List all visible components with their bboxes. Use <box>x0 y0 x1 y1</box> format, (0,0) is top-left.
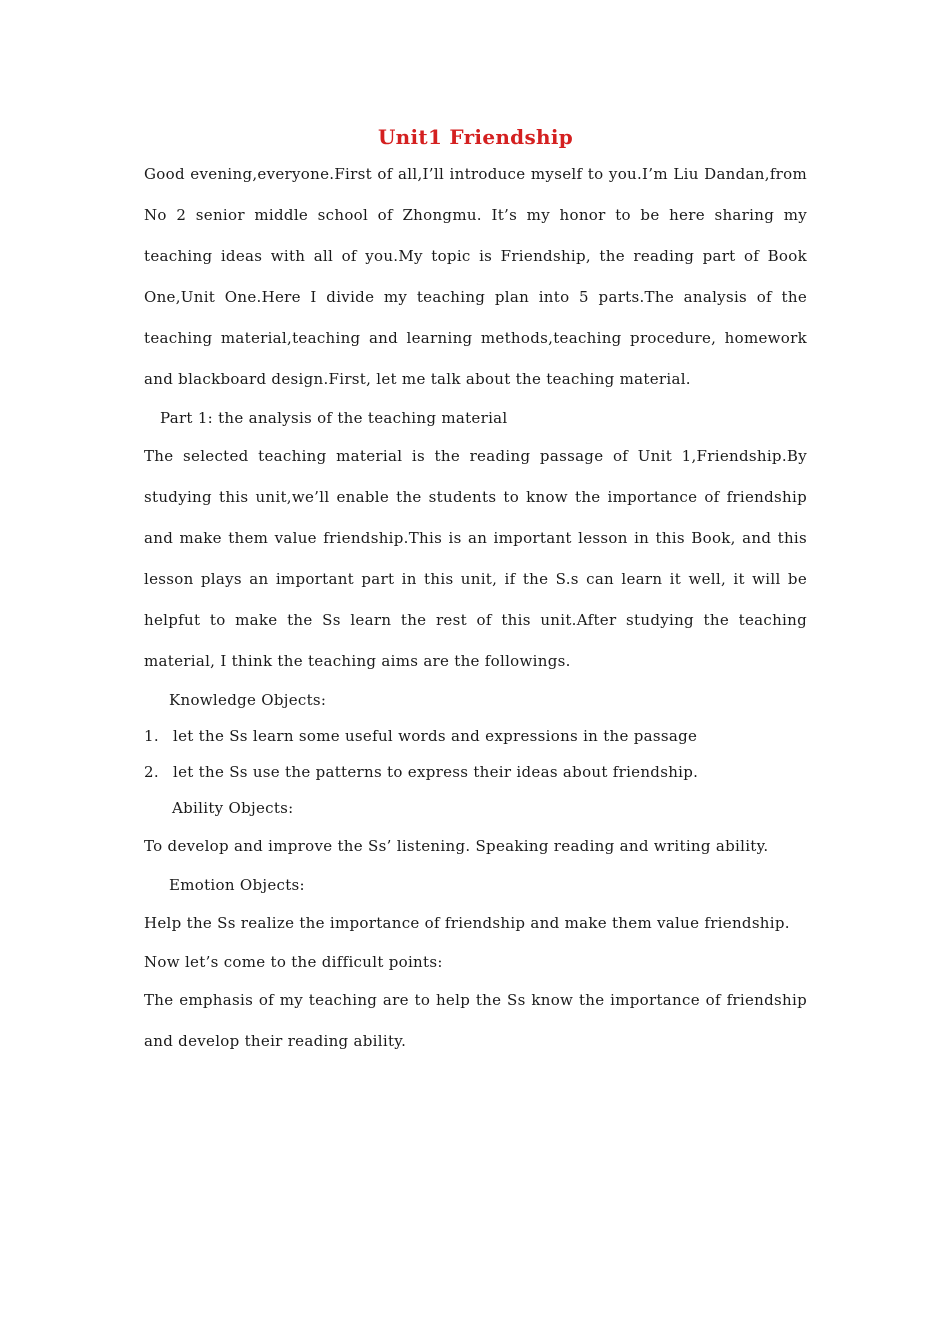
intro-paragraph: Good evening,everyone.First of all,I’ll introduce myself to you.I’m Liu Dandan,from No 2 senior middle school of Zhongmu. It’s my honor to be here sharing my teaching ideas with all of you.My topic is Friendship, the reading part of Book One,Unit One.Here I divide my teaching plan into 5 parts.The analysis of the teaching material,teaching and learning methods,teaching procedure, homework and blackboard design.First, let me talk about the teaching material. <box>144 165 807 388</box>
part1-paragraph: The selected teaching material is the reading passage of Unit 1,Friendship.By studying this unit,we’ll enable the students to know the importance of friendship and make them value friendship.This is an important lesson in this Book, and this lesson plays an important part in this unit, if the S.s can learn it well, it will be helpfut to make the Ss learn the rest of this unit.After studying the teaching material, I think the teaching aims are the followings. <box>144 447 807 670</box>
emotion-paragraph: Help the Ss realize the importance of friendship and make them value friendship. <box>144 914 790 932</box>
ability-paragraph: To develop and improve the Ss’ listening. Speaking reading and writing ability. <box>144 837 769 855</box>
list-item <box>144 754 807 790</box>
list-item <box>144 718 807 754</box>
document-body <box>144 120 807 1062</box>
part1-heading: Part 1: the analysis of the teaching material <box>160 409 508 427</box>
difficult-points-paragraph: The emphasis of my teaching are to help the Ss know the importance of friendship and develop their reading ability. <box>144 991 807 1050</box>
document-title: Unit1 Friendship <box>377 125 574 149</box>
ability-objects-heading: Ability Objects: <box>172 799 294 817</box>
list-item-text: let the Ss learn some useful words and expressions in the passage <box>173 727 698 745</box>
difficult-points-intro: Now let’s come to the difficult points: <box>144 953 443 971</box>
emotion-objects-heading: Emotion Objects: <box>169 876 305 894</box>
list-item-text: let the Ss use the patterns to express their ideas about friendship. <box>173 763 699 781</box>
list-item-number: 2. <box>144 763 159 781</box>
knowledge-objects-heading: Knowledge Objects: <box>169 691 327 709</box>
list-item-number: 1. <box>144 727 159 745</box>
